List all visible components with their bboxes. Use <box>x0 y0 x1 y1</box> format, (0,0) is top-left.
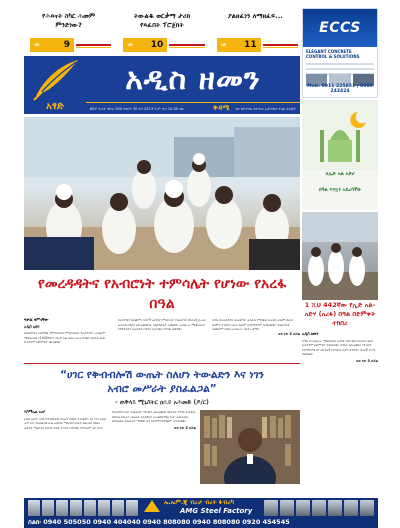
eccs-company-name: ELEGANT CONCRETE CONTROL & SOLUTIONS <box>306 49 360 59</box>
teaser-item[interactable] <box>117 10 206 56</box>
quote-story-byline: እስማኤል አረቦ <box>24 409 46 414</box>
teaser-row <box>24 10 300 56</box>
lead-text-3: በዓሉ በመረዳዳትና በአብሮነት መንፈስ የሚከበር በመሆኑ ሁሉም ለአገሩ ሰላምና አንድነት በጋራ ሊቆም እንደሚገባም አሳስበዋል። ፕሬዚዳንቱ አክለውም ህዝበ ሙስሊሙ ለአገሩ ልማት <box>212 318 294 332</box>
masthead-emblem-text: አፃድ <box>46 101 64 112</box>
masthead-emblem <box>24 56 86 114</box>
teaser-text: የሕጻናት ስካር ሕመም ምንድነው? <box>42 12 96 29</box>
teaser-text: ያልዘፈነን ለማዘፈፍ... <box>227 12 283 20</box>
page-number: 11 <box>244 40 257 50</box>
page-label: ገጽ <box>127 43 133 48</box>
newspaper-title[interactable]: አዲስ ዘመን <box>125 61 261 97</box>
lead-column-3 <box>212 318 300 362</box>
side-story-byline: አዲስ ዘመን <box>302 331 319 336</box>
eid-greeting-advert[interactable] <box>302 100 378 210</box>
lead-column-2 <box>118 318 206 362</box>
publisher-info: ገጽ ከትንሣኤ የታተመ ኢትዮጵያ ፕሬስ ድርጅት <box>235 106 296 111</box>
steel-pipes-image <box>28 500 138 516</box>
quote-headline-line-2: አብሮ መሥራት ያስፈልጋል” <box>107 383 217 395</box>
amg-amharic-name: ኤ.ኤም.ጂ ብረታ ብረት ፋብሪካ <box>164 499 234 506</box>
page-label: ገጽ <box>220 43 227 48</box>
masthead-title-band <box>86 56 300 102</box>
amg-logo-icon <box>144 500 160 512</box>
lead-byline: ፍቃዱ ቁምላቸው <box>24 318 49 322</box>
masthead-meta <box>86 102 300 114</box>
masthead <box>24 56 300 114</box>
teaser-rule <box>169 44 204 46</box>
side-story-continued-link[interactable]: ወደ ገጽ 3 ዞሯል <box>355 358 378 363</box>
quote-headline-line-1: “ሀገር የቅብብሎሽ ውጤት ስለሆነ ትውልድን እና ነገን <box>60 369 264 381</box>
library-portrait-photo <box>200 410 300 484</box>
eccs-advert[interactable] <box>302 8 378 98</box>
amg-phone-numbers: ስልክ፡ 0940 505050 0940 404040 0940 808080 0940 808080 0920 454545 <box>28 518 290 526</box>
eccs-logo: ECCS <box>319 20 361 36</box>
side-story-body <box>302 332 378 364</box>
teaser-rule <box>76 44 111 46</box>
lead-story-columns <box>24 318 300 362</box>
prayer-crowd-photo <box>302 212 378 300</box>
amg-steel-advert[interactable] <box>24 498 378 528</box>
teaser-text: ትውልዱ ወርቃማ ታሪክ የጻፈበት ፕሮጀክት <box>133 12 191 29</box>
amg-company-name: AMG Steel Factory <box>180 507 253 515</box>
lead-column-1 <box>24 318 112 362</box>
teaser-page-tag <box>217 38 261 52</box>
teaser-item[interactable] <box>24 10 113 56</box>
eid-greeting-line-2: በዓል እንኳን አደረሳችሁ <box>318 187 362 193</box>
teaser-rule <box>263 44 298 46</box>
page-number: 10 <box>150 40 164 50</box>
eccs-logo-band <box>303 9 377 47</box>
eid-prayer-photo <box>24 117 300 270</box>
quote-story-continued-link[interactable]: ወደ ገጽ 3 ዞሯል <box>173 425 196 430</box>
quote-attribution: - ጠቅላይ ሚኒስትር ዐቢይ አሕመድ (ዶ/ር) <box>115 399 209 406</box>
steel-coils-image <box>264 500 374 516</box>
section-divider <box>24 363 300 364</box>
issue-info: 80ኛ ዓመት ቁጥር 300 ግንቦት 30 ቀን 2013 ዓ.ም ዋጋ 10.00 ብር <box>90 106 185 111</box>
side-story-headline[interactable]: 1 ሺህ 442ኛው የኢድ አል-አድሃ (አረፋ) በዓል በድምቀት ተከበረ <box>304 301 376 327</box>
lead-headline[interactable]: የመረዳዳትና የአብሮነት ተምሳሌት የሆነው የአረፋ በዓል <box>37 276 287 312</box>
lead-text-1: በአብሮነትና መቻቻል ተምሳሌትነቱ የሚታወቀው የኢትዮጵያ ሙስሊም ማህበረሰብ የ1442ኛውን የኢድ አል አድሓ አረፋ በዓልን በአዲስ አበባ ስታዲየም በድምቀት አክብሯል። <box>24 331 106 345</box>
lead-dateline: አዲስ አበባ <box>24 323 40 329</box>
prime-minister-photo[interactable] <box>200 410 300 484</box>
mosque-icon <box>302 100 378 170</box>
quote-story-column-1 <box>24 410 108 430</box>
side-story-photo[interactable] <box>302 212 378 300</box>
teaser-page-tag <box>30 38 74 52</box>
lead-continued-link[interactable]: ወደ ገጽ 3 ዞሯል <box>277 331 300 336</box>
quote-story-text-2: የአብሮነት ቤተ መጽሐፍት ግንባታን አስመልክቶ ባደረጉት ንግግር ትውልዱ ለንባብ ትኩረት መስጠት እንዳለበት አመልክተዋል። ቤተ መጽሐፍቱ ለትውልዱ የእውቀት ማዕከል ሆኖ እንደሚያገለግልም ተናግረዋል። <box>112 410 196 424</box>
quote-headline[interactable] <box>24 368 300 396</box>
edition-day: ቅዳሜ <box>213 104 230 112</box>
side-story-text: በዓሉ የሙስሊሙ ማህበረሰብ አባላት በተገኙበት በአዲስ አበባ ስታዲየም በድምቀት ተከብሯል። በዓሉን አስመልክቶ የተለያዩ ሃይማኖታዊ ስነ ስርዓቶች የተካሄዱ ሲሆን ለተቸገሩ ወገኖች ድጋፍ ተደርጓል። <box>302 338 376 357</box>
lead-text-2: የኢትዮጵያ እስልምና ጉዳዮች ጠቅላይ ምክር ቤት ፕሬዚዳንት ሼህ ሀጂ ዑመር ኢድሪስ በዓሉን አስመልክተው ባስተላለፉት መልዕክት ሙስሊሙ ማህበረሰብ የተቸገሩትን በመርዳት በዓሉን ሊያሳልፍ ይገባል ብለዋል። <box>118 318 206 332</box>
eid-greeting-line-1: ለኢድ አል አድሀ <box>325 171 355 177</box>
teaser-item[interactable] <box>211 10 300 56</box>
eccs-phone: Mob: 0911 225851 | 0989 243424 <box>307 84 373 94</box>
quote-story-column-2 <box>112 410 196 430</box>
teaser-page-tag <box>123 38 167 52</box>
quill-icon <box>24 56 86 102</box>
quote-story-text-1: አዲስ አበባ፦ ሀገር የቅብብሎሽ ውጤት ስለሆነ ትውልድን እና ነገን አብሮ መሥራት ያስፈልጋል ሲሉ ጠቅላይ ሚኒስትር ዐቢይ አሕመድ ገለጹ። ጠቅላይ ሚኒስትሩ ይህንን ያሉት ትናንት በተካሄደ ፕሮግራም ላይ ነው። <box>24 416 107 430</box>
page-label: ገጽ <box>34 43 40 48</box>
lead-photo[interactable] <box>24 117 300 270</box>
page-number: 9 <box>63 40 70 50</box>
